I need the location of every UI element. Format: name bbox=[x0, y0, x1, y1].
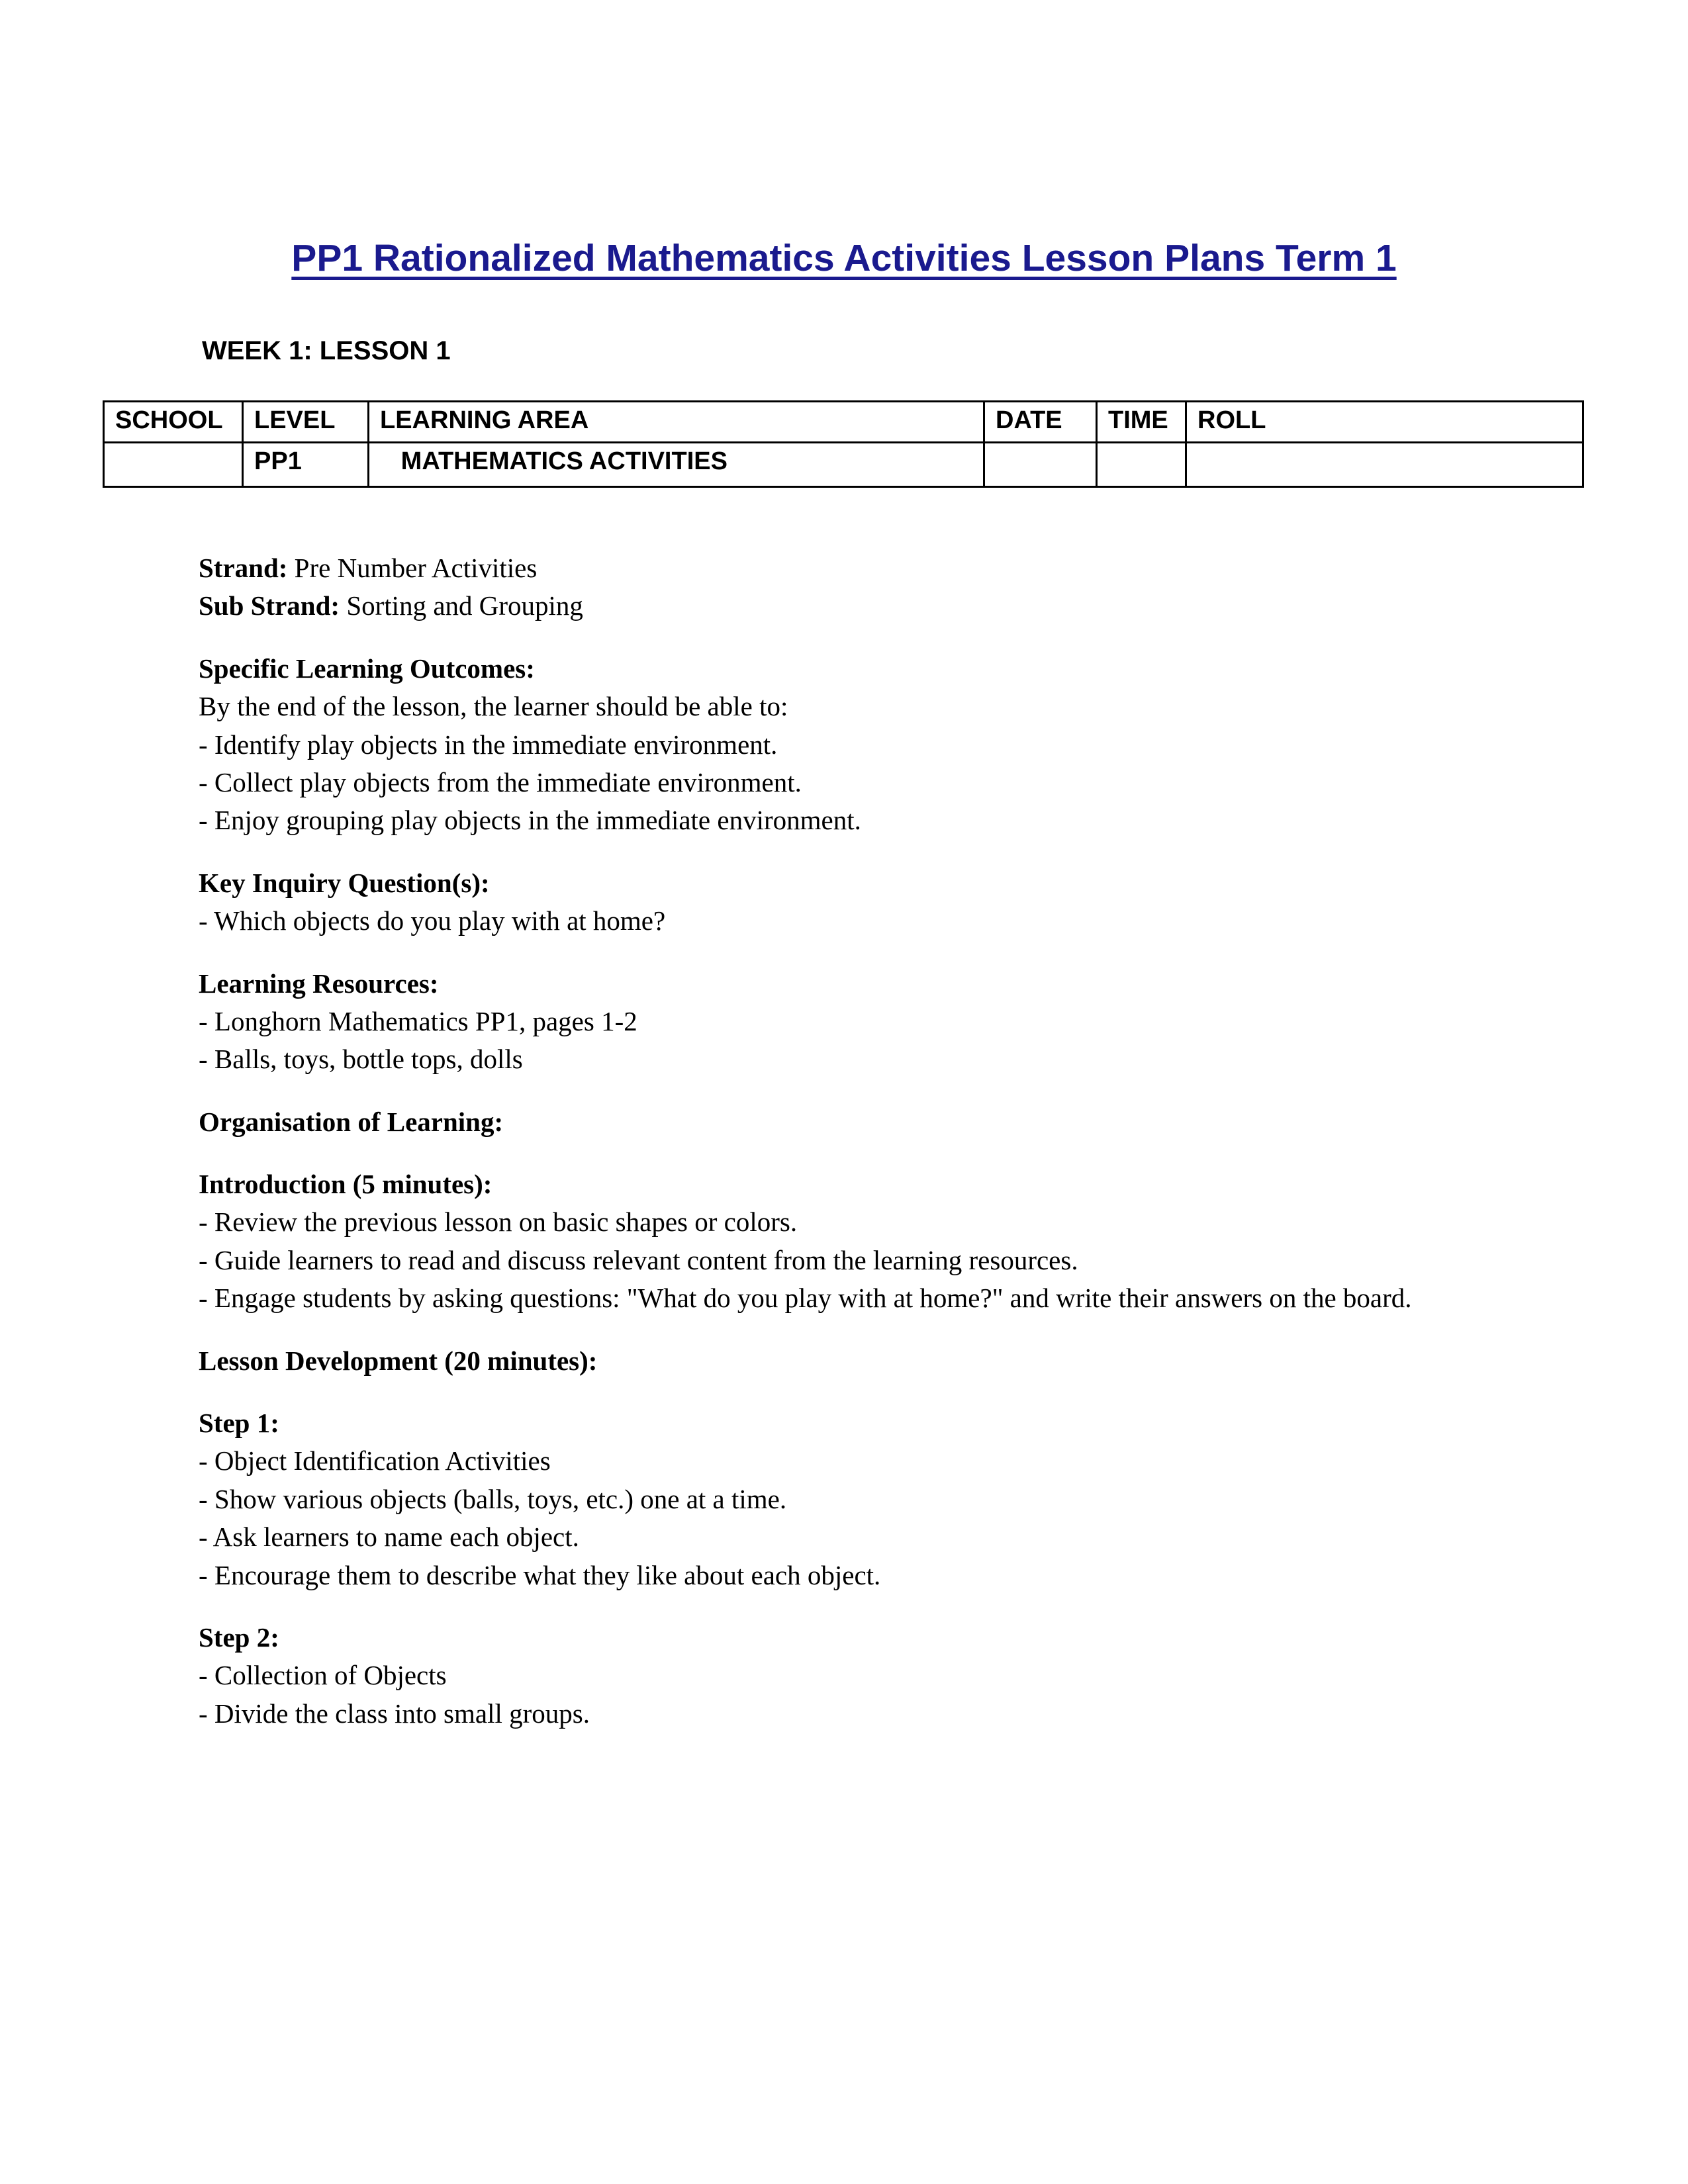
spacer bbox=[199, 1079, 1443, 1103]
step-1-item-1: - Object Identification Activities bbox=[199, 1445, 551, 1477]
step-1-item-3: - Ask learners to name each object. bbox=[199, 1522, 579, 1553]
lesson-body bbox=[199, 549, 1443, 1733]
introduction-item-1: - Review the previous lesson on basic shapes or colors. bbox=[199, 1206, 798, 1238]
outcomes-intro: By the end of the lesson, the learner should be able to: bbox=[199, 691, 788, 722]
introduction-item-3: - Engage students by asking questions: "What do you play with at home?" and write their answers on the board. bbox=[199, 1283, 1412, 1314]
table-header-roll: ROLL bbox=[1186, 402, 1583, 443]
table-header-school: SCHOOL bbox=[104, 402, 243, 443]
table-header-level: LEVEL bbox=[243, 402, 369, 443]
table-row bbox=[104, 443, 1583, 487]
spacer bbox=[199, 1594, 1443, 1619]
lesson-development-heading: Lesson Development (20 minutes): bbox=[199, 1345, 598, 1376]
step-2-item-2: - Divide the class into small groups. bbox=[199, 1698, 590, 1729]
table-header-row bbox=[104, 402, 1583, 443]
learning-resources-heading: Learning Resources: bbox=[199, 968, 439, 999]
key-inquiry-question-heading: Key Inquiry Question(s): bbox=[199, 867, 490, 898]
strand-value: Pre Number Activities bbox=[287, 553, 538, 583]
week-lesson-heading: WEEK 1: LESSON 1 bbox=[202, 336, 451, 365]
resource-item-1: - Longhorn Mathematics PP1, pages 1-2 bbox=[199, 1005, 637, 1036]
cell-time[interactable] bbox=[1097, 443, 1186, 487]
step-1-item-4: - Encourage them to describe what they like about each object. bbox=[199, 1559, 881, 1590]
spacer bbox=[199, 1318, 1443, 1342]
table-header-learning-area: LEARNING AREA bbox=[369, 402, 984, 443]
strand-label: Strand: bbox=[199, 553, 288, 583]
outcome-item-3: - Enjoy grouping play objects in the immediate environment. bbox=[199, 805, 861, 836]
cell-level[interactable]: PP1 bbox=[243, 443, 369, 487]
spacer bbox=[199, 625, 1443, 650]
spacer bbox=[199, 1141, 1443, 1165]
table-header-time: TIME bbox=[1097, 402, 1186, 443]
cell-date[interactable] bbox=[984, 443, 1097, 487]
introduction-item-2: - Guide learners to read and discuss relevant content from the learning resources. bbox=[199, 1244, 1078, 1275]
outcome-item-2: - Collect play objects from the immediate environment. bbox=[199, 766, 802, 797]
organisation-of-learning-heading: Organisation of Learning: bbox=[199, 1106, 504, 1137]
inquiry-item-1: - Which objects do you play with at home? bbox=[199, 905, 666, 936]
sub-strand-label: Sub Strand: bbox=[199, 590, 340, 621]
lesson-info-table bbox=[103, 400, 1584, 488]
sub-strand-line bbox=[199, 587, 1443, 625]
page-title-text: PP1 Rationalized Mathematics Activities Lesson Plans Term 1 bbox=[291, 237, 1397, 280]
step-2-heading: Step 2: bbox=[199, 1621, 279, 1653]
strand-line bbox=[199, 549, 1443, 587]
spacer bbox=[199, 840, 1443, 864]
specific-learning-outcomes-heading: Specific Learning Outcomes: bbox=[199, 653, 535, 684]
introduction-heading: Introduction (5 minutes): bbox=[199, 1169, 492, 1200]
sub-strand-value: Sorting and Grouping bbox=[340, 590, 583, 621]
table-header-date: DATE bbox=[984, 402, 1097, 443]
spacer bbox=[199, 940, 1443, 965]
spacer bbox=[199, 1380, 1443, 1404]
cell-learning-area[interactable]: MATHEMATICS ACTIVITIES bbox=[369, 443, 984, 487]
resource-item-2: - Balls, toys, bottle tops, dolls bbox=[199, 1044, 523, 1075]
cell-roll[interactable] bbox=[1186, 443, 1583, 487]
page-title bbox=[0, 237, 1688, 281]
step-1-heading: Step 1: bbox=[199, 1408, 279, 1439]
cell-school[interactable] bbox=[104, 443, 243, 487]
step-1-item-2: - Show various objects (balls, toys, etc.) one at a time. bbox=[199, 1483, 787, 1514]
outcome-item-1: - Identify play objects in the immediate environment. bbox=[199, 729, 778, 760]
step-2-item-1: - Collection of Objects bbox=[199, 1660, 447, 1691]
